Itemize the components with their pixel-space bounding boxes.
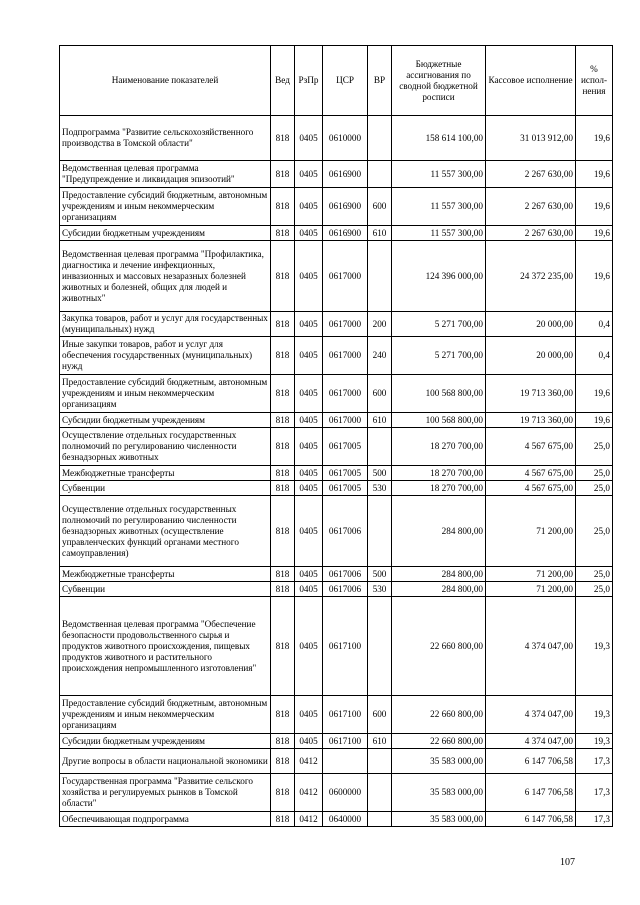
cell-cash: 71 200,00 — [486, 567, 576, 582]
cell-vr — [368, 116, 392, 161]
cell-budget: 22 660 800,00 — [392, 734, 486, 749]
cell-budget: 18 270 700,00 — [392, 466, 486, 481]
cell-name: Ведомственная целевая программа "Профилактика, диагностика и лечение инфекционных, инвазионных и массовых незаразных болезней животных и болезней, общих для людей и животных" — [60, 241, 271, 312]
cell-csr: 0617005 — [323, 428, 368, 466]
cell-budget: 284 800,00 — [392, 567, 486, 582]
cell-budget: 11 557 300,00 — [392, 161, 486, 188]
table-row — [60, 188, 613, 226]
header-cash-execution: Кассовое исполнение — [486, 46, 576, 116]
cell-name: Межбюджетные трансферты — [60, 466, 271, 481]
cell-ved: 818 — [271, 749, 295, 774]
cell-percent: 17,3 — [576, 774, 613, 812]
table-row — [60, 161, 613, 188]
cell-percent: 25,0 — [576, 567, 613, 582]
cell-budget: 22 660 800,00 — [392, 597, 486, 696]
cell-percent: 25,0 — [576, 428, 613, 466]
cell-name: Осуществление отдельных государственных полномочий по регулированию численности безнадзорных животных — [60, 428, 271, 466]
cell-name: Другие вопросы в области национальной экономики — [60, 749, 271, 774]
cell-name: Субвенции — [60, 481, 271, 496]
cell-csr: 0617000 — [323, 413, 368, 428]
cell-rzpr: 0405 — [295, 496, 323, 567]
cell-vr: 610 — [368, 413, 392, 428]
cell-rzpr: 0412 — [295, 812, 323, 827]
cell-csr: 0617005 — [323, 466, 368, 481]
cell-ved: 818 — [271, 582, 295, 597]
table-row — [60, 582, 613, 597]
cell-percent: 17,3 — [576, 812, 613, 827]
cell-vr — [368, 241, 392, 312]
cell-ved: 818 — [271, 161, 295, 188]
cell-percent: 19,6 — [576, 226, 613, 241]
cell-csr: 0617005 — [323, 481, 368, 496]
table-row — [60, 375, 613, 413]
cell-cash: 4 374 047,00 — [486, 696, 576, 734]
cell-budget: 158 614 100,00 — [392, 116, 486, 161]
cell-name: Государственная программа "Развитие сельского хозяйства и регулируемых рынков в Томской области" — [60, 774, 271, 812]
cell-cash: 6 147 706,58 — [486, 812, 576, 827]
cell-csr: 0617006 — [323, 582, 368, 597]
cell-name: Ведомственная целевая программа "Предупреждение и ликвидация эпизоотий" — [60, 161, 271, 188]
cell-name: Подпрограмма "Развитие сельскохозяйственного производства в Томской области" — [60, 116, 271, 161]
cell-cash: 4 567 675,00 — [486, 466, 576, 481]
cell-cash: 2 267 630,00 — [486, 161, 576, 188]
cell-cash: 2 267 630,00 — [486, 226, 576, 241]
cell-csr: 0617000 — [323, 337, 368, 375]
cell-cash: 6 147 706,58 — [486, 774, 576, 812]
cell-csr: 0617000 — [323, 312, 368, 337]
cell-cash: 4 567 675,00 — [486, 428, 576, 466]
cell-percent: 0,4 — [576, 312, 613, 337]
cell-percent: 19,6 — [576, 413, 613, 428]
cell-cash: 20 000,00 — [486, 337, 576, 375]
header-indicator-name: Наименование показателей — [60, 46, 271, 116]
table-row — [60, 812, 613, 827]
cell-vr — [368, 428, 392, 466]
budget-execution-table — [59, 45, 613, 827]
cell-cash: 4 374 047,00 — [486, 734, 576, 749]
cell-rzpr: 0405 — [295, 375, 323, 413]
cell-cash: 4 374 047,00 — [486, 597, 576, 696]
cell-ved: 818 — [271, 226, 295, 241]
cell-percent: 19,6 — [576, 375, 613, 413]
cell-ved: 818 — [271, 774, 295, 812]
table-row — [60, 496, 613, 567]
cell-name: Предоставление субсидий бюджетным, автономным учреждениям и иным некоммерческим организациям — [60, 188, 271, 226]
cell-ved: 818 — [271, 337, 295, 375]
cell-rzpr: 0405 — [295, 161, 323, 188]
cell-ved: 818 — [271, 241, 295, 312]
table-row — [60, 312, 613, 337]
cell-vr — [368, 774, 392, 812]
cell-csr: 0617100 — [323, 696, 368, 734]
cell-csr: 0640000 — [323, 812, 368, 827]
cell-csr: 0610000 — [323, 116, 368, 161]
cell-csr: 0616900 — [323, 226, 368, 241]
cell-csr: 0600000 — [323, 774, 368, 812]
cell-budget: 35 583 000,00 — [392, 774, 486, 812]
cell-vr: 240 — [368, 337, 392, 375]
cell-ved: 818 — [271, 481, 295, 496]
cell-vr: 600 — [368, 696, 392, 734]
table-row — [60, 597, 613, 696]
table-row — [60, 734, 613, 749]
cell-budget: 35 583 000,00 — [392, 812, 486, 827]
cell-vr: 500 — [368, 466, 392, 481]
cell-vr: 530 — [368, 481, 392, 496]
cell-cash: 2 267 630,00 — [486, 188, 576, 226]
header-execution-percent: % испол-нения — [576, 46, 613, 116]
cell-budget: 35 583 000,00 — [392, 749, 486, 774]
cell-budget: 100 568 800,00 — [392, 375, 486, 413]
cell-budget: 5 271 700,00 — [392, 337, 486, 375]
cell-name: Межбюджетные трансферты — [60, 567, 271, 582]
cell-rzpr: 0412 — [295, 774, 323, 812]
header-rzpr: РзПр — [295, 46, 323, 116]
cell-csr: 0617100 — [323, 597, 368, 696]
cell-ved: 818 — [271, 466, 295, 481]
table-row — [60, 116, 613, 161]
cell-vr: 610 — [368, 734, 392, 749]
table-row — [60, 226, 613, 241]
cell-cash: 71 200,00 — [486, 582, 576, 597]
cell-percent: 25,0 — [576, 481, 613, 496]
cell-cash: 71 200,00 — [486, 496, 576, 567]
cell-percent: 19,3 — [576, 597, 613, 696]
cell-ved: 818 — [271, 734, 295, 749]
cell-ved: 818 — [271, 696, 295, 734]
cell-percent: 19,6 — [576, 161, 613, 188]
cell-cash: 19 713 360,00 — [486, 375, 576, 413]
cell-csr: 0617000 — [323, 375, 368, 413]
cell-cash: 24 372 235,00 — [486, 241, 576, 312]
cell-ved: 818 — [271, 496, 295, 567]
cell-vr: 530 — [368, 582, 392, 597]
cell-rzpr: 0405 — [295, 428, 323, 466]
cell-percent: 25,0 — [576, 582, 613, 597]
table-row — [60, 481, 613, 496]
cell-vr — [368, 812, 392, 827]
table-row — [60, 749, 613, 774]
header-vr: ВР — [368, 46, 392, 116]
cell-cash: 20 000,00 — [486, 312, 576, 337]
cell-name: Осуществление отдельных государственных полномочий по регулированию численности безнадзорных животных (осуществление управленческих функций органами местного самоуправления) — [60, 496, 271, 567]
cell-cash: 6 147 706,58 — [486, 749, 576, 774]
cell-name: Субвенции — [60, 582, 271, 597]
cell-percent: 25,0 — [576, 466, 613, 481]
cell-name: Предоставление субсидий бюджетным, автономным учреждениям и иным некоммерческим организациям — [60, 375, 271, 413]
cell-budget: 5 271 700,00 — [392, 312, 486, 337]
cell-rzpr: 0405 — [295, 481, 323, 496]
cell-name: Предоставление субсидий бюджетным, автономным учреждениям и иным некоммерческим организациям — [60, 696, 271, 734]
cell-vr: 600 — [368, 188, 392, 226]
cell-cash: 4 567 675,00 — [486, 481, 576, 496]
page-number: 107 — [560, 857, 575, 868]
cell-ved: 818 — [271, 812, 295, 827]
table-header-row — [60, 46, 613, 116]
cell-vr: 500 — [368, 567, 392, 582]
cell-csr: 0616900 — [323, 188, 368, 226]
cell-ved: 818 — [271, 428, 295, 466]
cell-rzpr: 0405 — [295, 312, 323, 337]
cell-percent: 19,6 — [576, 241, 613, 312]
cell-cash: 31 013 912,00 — [486, 116, 576, 161]
table-row — [60, 337, 613, 375]
cell-vr — [368, 496, 392, 567]
table-body — [60, 116, 613, 827]
cell-ved: 818 — [271, 567, 295, 582]
cell-budget: 11 557 300,00 — [392, 188, 486, 226]
cell-cash: 19 713 360,00 — [486, 413, 576, 428]
cell-vr — [368, 597, 392, 696]
cell-rzpr: 0405 — [295, 567, 323, 582]
cell-rzpr: 0405 — [295, 413, 323, 428]
cell-csr: 0616900 — [323, 161, 368, 188]
cell-rzpr: 0405 — [295, 337, 323, 375]
cell-rzpr: 0405 — [295, 116, 323, 161]
cell-name: Обеспечивающая подпрограмма — [60, 812, 271, 827]
cell-rzpr: 0405 — [295, 582, 323, 597]
cell-budget: 22 660 800,00 — [392, 696, 486, 734]
cell-csr: 0617100 — [323, 734, 368, 749]
cell-name: Закупка товаров, работ и услуг для государственных (муниципальных) нужд — [60, 312, 271, 337]
cell-ved: 818 — [271, 312, 295, 337]
cell-name: Иные закупки товаров, работ и услуг для обеспечения государственных (муниципальных) нужд — [60, 337, 271, 375]
header-budget-allocations: Бюджетные ассигнования по сводной бюджетной росписи — [392, 46, 486, 116]
cell-name: Субсидии бюджетным учреждениям — [60, 413, 271, 428]
cell-percent: 19,6 — [576, 188, 613, 226]
cell-csr: 0617006 — [323, 567, 368, 582]
cell-vr: 600 — [368, 375, 392, 413]
table-row — [60, 428, 613, 466]
cell-budget: 284 800,00 — [392, 582, 486, 597]
cell-ved: 818 — [271, 375, 295, 413]
cell-vr: 610 — [368, 226, 392, 241]
cell-ved: 818 — [271, 413, 295, 428]
cell-budget: 18 270 700,00 — [392, 481, 486, 496]
table-row — [60, 774, 613, 812]
cell-percent: 19,3 — [576, 696, 613, 734]
cell-csr — [323, 749, 368, 774]
cell-budget: 18 270 700,00 — [392, 428, 486, 466]
cell-percent: 19,6 — [576, 116, 613, 161]
cell-percent: 0,4 — [576, 337, 613, 375]
header-csr: ЦСР — [323, 46, 368, 116]
table-row — [60, 413, 613, 428]
cell-budget: 11 557 300,00 — [392, 226, 486, 241]
cell-rzpr: 0405 — [295, 226, 323, 241]
cell-rzpr: 0405 — [295, 696, 323, 734]
cell-vr: 200 — [368, 312, 392, 337]
cell-csr: 0617006 — [323, 496, 368, 567]
cell-ved: 818 — [271, 116, 295, 161]
cell-csr: 0617000 — [323, 241, 368, 312]
cell-budget: 100 568 800,00 — [392, 413, 486, 428]
cell-budget: 284 800,00 — [392, 496, 486, 567]
cell-percent: 25,0 — [576, 496, 613, 567]
cell-rzpr: 0405 — [295, 597, 323, 696]
cell-percent: 19,3 — [576, 734, 613, 749]
header-ved: Вед — [271, 46, 295, 116]
cell-name: Субсидии бюджетным учреждениям — [60, 734, 271, 749]
cell-rzpr: 0405 — [295, 241, 323, 312]
table-row — [60, 241, 613, 312]
cell-rzpr: 0412 — [295, 749, 323, 774]
cell-vr — [368, 161, 392, 188]
cell-rzpr: 0405 — [295, 734, 323, 749]
cell-rzpr: 0405 — [295, 188, 323, 226]
cell-name: Ведомственная целевая программа "Обеспечение безопасности продовольственного сырья и продуктов животного происхождения, пищевых продуктов животного и растительного происхождения непромышленного изготовления" — [60, 597, 271, 696]
cell-rzpr: 0405 — [295, 466, 323, 481]
cell-percent: 17,3 — [576, 749, 613, 774]
table-row — [60, 567, 613, 582]
cell-vr — [368, 749, 392, 774]
cell-ved: 818 — [271, 188, 295, 226]
cell-ved: 818 — [271, 597, 295, 696]
table-row — [60, 466, 613, 481]
cell-budget: 124 396 000,00 — [392, 241, 486, 312]
cell-name: Субсидии бюджетным учреждениям — [60, 226, 271, 241]
table-row — [60, 696, 613, 734]
